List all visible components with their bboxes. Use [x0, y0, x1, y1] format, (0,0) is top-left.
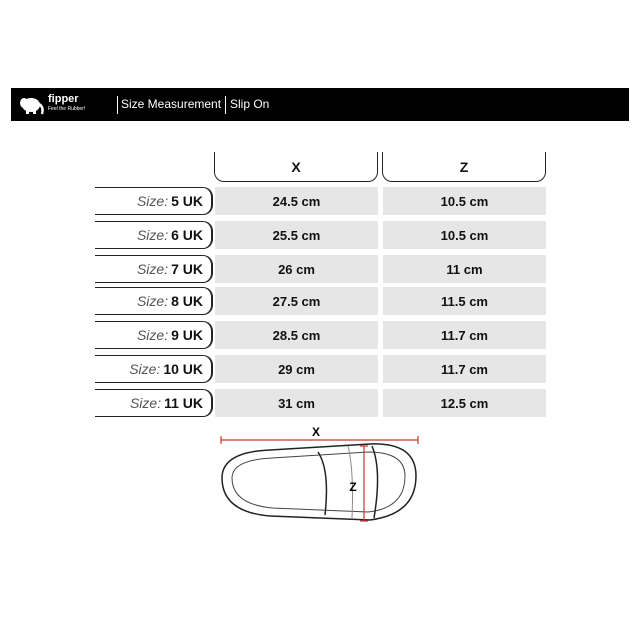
table-cell-x: 26 cm	[215, 255, 378, 283]
x-measure-label: X	[311, 425, 321, 439]
size-label: Size: 5 UK	[95, 187, 213, 215]
size-label: Size: 11 UK	[95, 389, 213, 417]
size-label: Size: 6 UK	[95, 221, 213, 249]
column-header-z: Z	[382, 152, 546, 182]
table-cell-z: 11.5 cm	[383, 287, 546, 315]
table-cell-x: 25.5 cm	[215, 221, 378, 249]
table-cell-z: 12.5 cm	[383, 389, 546, 417]
size-label: Size: 10 UK	[95, 355, 213, 383]
table-cell-z: 10.5 cm	[383, 221, 546, 249]
product-title: Slip On	[230, 97, 270, 111]
slipper-strap-front	[318, 452, 326, 515]
slipper-footbed-outline	[232, 452, 405, 512]
table-cell-z: 11 cm	[383, 255, 546, 283]
table-cell-x: 27.5 cm	[215, 287, 378, 315]
section-title: Size Measurement	[121, 97, 222, 111]
table-cell-x: 29 cm	[215, 355, 378, 383]
slipper-strap-back	[372, 446, 378, 518]
size-label: Size: 8 UK	[95, 287, 213, 315]
table-cell-x: 28.5 cm	[215, 321, 378, 349]
brand-name: fipper	[48, 93, 79, 105]
table-cell-z: 10.5 cm	[383, 187, 546, 215]
brand-tagline: Feel the Rubber!	[48, 106, 86, 112]
size-label: Size: 9 UK	[95, 321, 213, 349]
z-measure-label: Z	[349, 480, 357, 494]
table-cell-x: 31 cm	[215, 389, 378, 417]
table-cell-z: 11.7 cm	[383, 321, 546, 349]
column-header-x: X	[214, 152, 378, 182]
table-cell-z: 11.7 cm	[383, 355, 546, 383]
table-cell-x: 24.5 cm	[215, 187, 378, 215]
size-label: Size: 7 UK	[95, 255, 213, 283]
